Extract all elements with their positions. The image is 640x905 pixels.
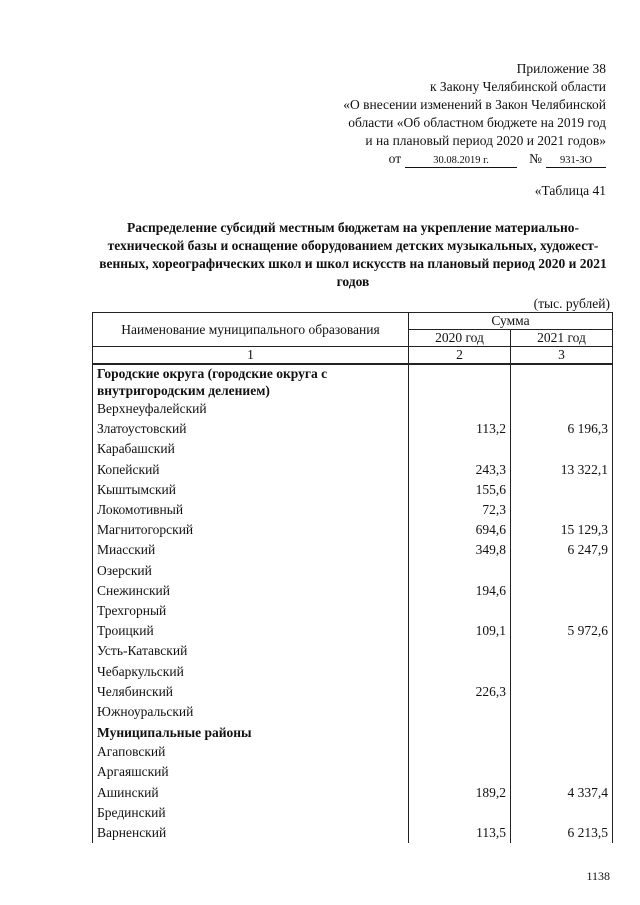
number-label: № — [529, 151, 542, 166]
units-label: (тыс. рублей) — [533, 296, 610, 311]
municipality-name: Златоустовский — [93, 419, 409, 439]
municipality-name: Верхнеуфалейский — [93, 399, 409, 419]
header-2020: 2020 год — [409, 330, 511, 347]
page-number: 1138 — [586, 869, 610, 883]
municipality-name: Локомотивный — [93, 500, 409, 520]
table-row — [93, 803, 613, 823]
municipality-name: Южноуральский — [93, 702, 409, 722]
table-row — [93, 581, 613, 601]
header-2021: 2021 год — [511, 330, 613, 347]
value-2021 — [511, 601, 613, 621]
municipality-name: Челябинский — [93, 682, 409, 702]
value-2021: 6 247,9 — [511, 540, 613, 560]
municipality-name: Варненский — [93, 823, 409, 843]
table-section-row — [93, 364, 613, 399]
table-row — [93, 480, 613, 500]
table-row — [93, 419, 613, 439]
municipality-name: Ашинский — [93, 783, 409, 803]
appendix-line-1: Приложение 38 — [516, 61, 606, 76]
value-2020 — [409, 722, 511, 742]
header-index-1: 1 — [93, 347, 409, 365]
header-index-3: 3 — [511, 347, 613, 365]
municipality-name: Аргаяшский — [93, 762, 409, 782]
value-2021: 4 337,4 — [511, 783, 613, 803]
table-row — [93, 621, 613, 641]
value-2021 — [511, 480, 613, 500]
table-row — [93, 399, 613, 419]
value-2021 — [511, 581, 613, 601]
appendix-line-3: «О внесении изменений в Закон Челябинской — [343, 97, 606, 112]
table-label: «Таблица 41 — [534, 183, 606, 198]
value-2020 — [409, 762, 511, 782]
from-label: от — [388, 151, 402, 166]
value-2020: 226,3 — [409, 682, 511, 702]
value-2020 — [409, 803, 511, 823]
header-sum: Сумма — [409, 313, 613, 330]
table-row — [93, 823, 613, 843]
value-2020 — [409, 364, 511, 399]
subsidy-table — [92, 312, 613, 843]
municipality-name: Копейский — [93, 460, 409, 480]
table-row — [93, 500, 613, 520]
appendix-sign-line — [266, 150, 606, 168]
value-2020 — [409, 601, 511, 621]
value-2020: 194,6 — [409, 581, 511, 601]
value-2020: 694,6 — [409, 520, 511, 540]
table-row — [93, 540, 613, 560]
municipality-name: Карабашский — [93, 439, 409, 459]
municipality-name: Кыштымский — [93, 480, 409, 500]
value-2020 — [409, 742, 511, 762]
appendix-header — [266, 60, 606, 168]
value-2021 — [511, 500, 613, 520]
table-row — [93, 783, 613, 803]
value-2020: 113,5 — [409, 823, 511, 843]
value-2021 — [511, 702, 613, 722]
table-row — [93, 601, 613, 621]
law-date: 30.08.2019 г. — [405, 154, 517, 168]
value-2020 — [409, 399, 511, 419]
value-2021: 6 196,3 — [511, 419, 613, 439]
table-row — [93, 460, 613, 480]
header-name: Наименование муниципального образования — [93, 313, 409, 347]
value-2021 — [511, 742, 613, 762]
document-title: Распределение субсидий местным бюджетам на укрепление материально-технической базы и оснащение оборудованием детских музыкальных, художественных, хореографических школ и школ искусств на плановый период 2020 и 2021 годов — [99, 220, 607, 289]
value-2021: 13 322,1 — [511, 460, 613, 480]
value-2021 — [511, 439, 613, 459]
value-2020: 349,8 — [409, 540, 511, 560]
table-row — [93, 742, 613, 762]
table-row — [93, 439, 613, 459]
appendix-line-2: к Закону Челябинской области — [429, 79, 606, 94]
municipality-name: Снежинский — [93, 581, 409, 601]
municipality-name: Озерский — [93, 561, 409, 581]
value-2021 — [511, 561, 613, 581]
value-2021 — [511, 682, 613, 702]
value-2021 — [511, 803, 613, 823]
appendix-line-4: области «Об областном бюджете на 2019 год — [348, 115, 606, 130]
value-2020 — [409, 439, 511, 459]
header-index-2: 2 — [409, 347, 511, 365]
value-2020: 72,3 — [409, 500, 511, 520]
value-2020: 189,2 — [409, 783, 511, 803]
table-body — [93, 364, 613, 843]
table-row — [93, 520, 613, 540]
appendix-line-5: и на плановый период 2020 и 2021 годов» — [365, 133, 606, 148]
table-row — [93, 762, 613, 782]
municipality-name: Трехгорный — [93, 601, 409, 621]
municipality-name: Муниципальные районы — [93, 722, 409, 742]
value-2021 — [511, 722, 613, 742]
value-2021 — [511, 661, 613, 681]
value-2020 — [409, 561, 511, 581]
municipality-name: Брединский — [93, 803, 409, 823]
value-2021: 15 129,3 — [511, 520, 613, 540]
value-2021 — [511, 762, 613, 782]
municipality-name: Городские округа (городские округа с внутригородским делением) — [93, 364, 409, 399]
value-2021 — [511, 399, 613, 419]
municipality-name: Троицкий — [93, 621, 409, 641]
value-2020: 113,2 — [409, 419, 511, 439]
municipality-name: Агаповский — [93, 742, 409, 762]
table-row — [93, 682, 613, 702]
value-2020 — [409, 641, 511, 661]
value-2020: 109,1 — [409, 621, 511, 641]
municipality-name: Усть-Катавский — [93, 641, 409, 661]
municipality-name: Магнитогорский — [93, 520, 409, 540]
table-row — [93, 641, 613, 661]
value-2020: 155,6 — [409, 480, 511, 500]
value-2021 — [511, 641, 613, 661]
value-2020 — [409, 702, 511, 722]
value-2020: 243,3 — [409, 460, 511, 480]
table-row — [93, 661, 613, 681]
table-row — [93, 702, 613, 722]
value-2020 — [409, 661, 511, 681]
municipality-name: Миасский — [93, 540, 409, 560]
table-row — [93, 561, 613, 581]
municipality-name: Чебаркульский — [93, 661, 409, 681]
table-section-row — [93, 722, 613, 742]
value-2021: 5 972,6 — [511, 621, 613, 641]
value-2021: 6 213,5 — [511, 823, 613, 843]
value-2021 — [511, 364, 613, 399]
law-number: 931-ЗО — [546, 154, 606, 168]
